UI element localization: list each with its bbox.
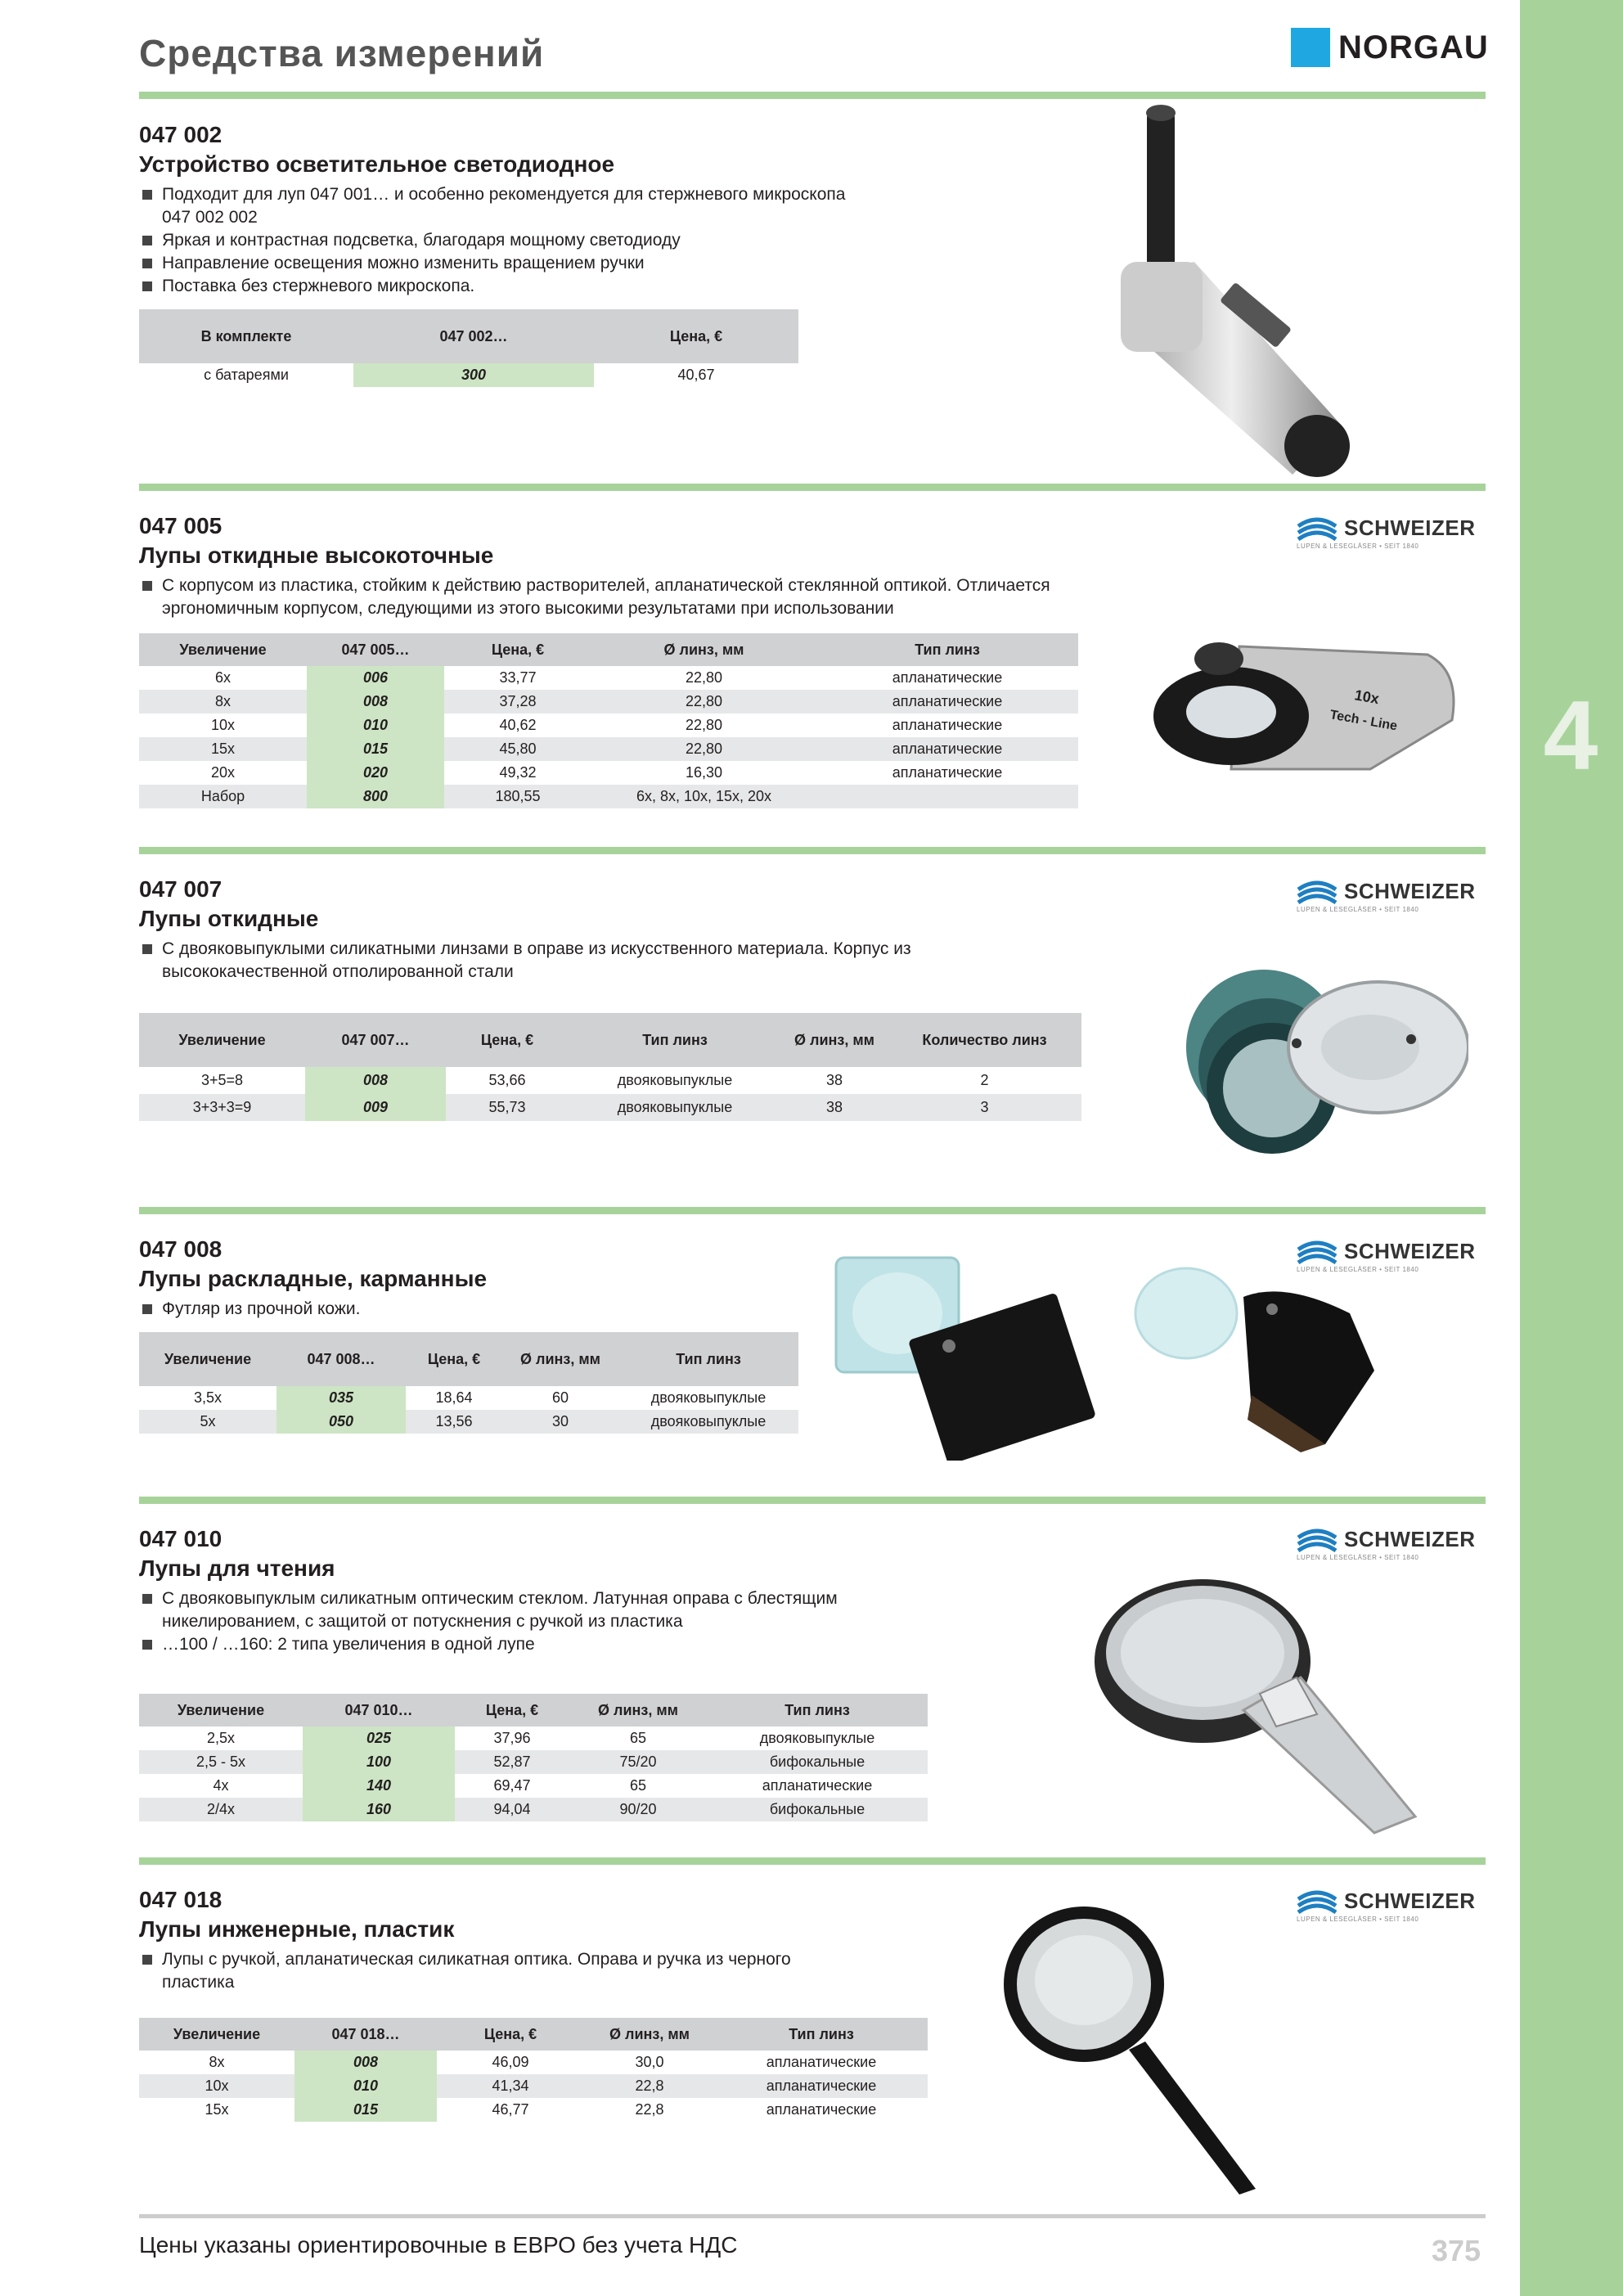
- table-cell: 45,80: [444, 737, 591, 761]
- reading-magnifier-image: [1088, 1571, 1423, 1841]
- article-code-cell: 010: [294, 2074, 437, 2098]
- schweizer-logo: [1297, 515, 1476, 550]
- table-cell: 2: [980, 1072, 989, 1088]
- column-header: Тип линз: [715, 2018, 928, 2051]
- table-cell: 15x: [205, 2101, 229, 2118]
- schweizer-tagline: LUPEN & LESEGLÄSER • SEIT 1840: [1297, 542, 1419, 550]
- column-header: Увеличение: [139, 1013, 305, 1067]
- column-header: Ø линз, мм: [781, 1013, 888, 1067]
- schweizer-wave-icon: [1297, 516, 1338, 541]
- section-rule: [139, 1857, 1486, 1865]
- table-cell: 75/20: [569, 1750, 707, 1774]
- table-cell: апланатические: [766, 2101, 877, 2118]
- table-cell: 69,47: [493, 1777, 531, 1794]
- schweizer-wave-icon: [1297, 1528, 1338, 1552]
- table-row: [139, 1067, 1081, 1094]
- table-cell: 41,34: [437, 2074, 584, 2098]
- tab-gap: [1508, 0, 1520, 2296]
- table-row: [139, 2098, 928, 2122]
- article-code-cell: 160: [303, 1798, 455, 1821]
- footer-rule: [139, 2214, 1486, 2218]
- footer-note: Цены указаны ориентировочные в ЕВРО без учета НДС: [139, 2232, 738, 2258]
- section-code: 047 008: [139, 1236, 223, 1262]
- schweizer-name: SCHWEIZER: [1344, 1889, 1476, 1913]
- section-title: Устройство осветительное светодиодное: [139, 151, 615, 177]
- table-cell: 38: [781, 1094, 888, 1121]
- section-code: 047 010: [139, 1526, 223, 1551]
- table-cell: 3: [888, 1094, 1081, 1121]
- spec-table-047-010: [139, 1694, 928, 1821]
- table-cell: 8x: [139, 690, 307, 714]
- section-title: Лупы раскладные, карманные: [139, 1266, 488, 1291]
- spec-table-047-002: [139, 309, 798, 387]
- section-rule: [139, 1207, 1486, 1214]
- column-header: Тип линз: [816, 633, 1078, 666]
- table-cell: апланатические: [892, 717, 1003, 733]
- table-header: [139, 1332, 798, 1386]
- table-cell: 2,5 - 5x: [139, 1750, 303, 1774]
- section-code: 047 005: [139, 513, 223, 538]
- column-header: 047 008…: [276, 1332, 406, 1386]
- table-row: [139, 2051, 928, 2074]
- table-cell: 3+5=8: [200, 1072, 244, 1088]
- article-code-cell: 015: [294, 2098, 437, 2122]
- article-code-cell: 006: [307, 666, 444, 690]
- column-header: 047 018…: [294, 2018, 437, 2051]
- article-code-cell: 035: [276, 1386, 406, 1410]
- table-cell: двояковыпуклые: [618, 1410, 798, 1434]
- bullet-item: Лупы с ручкой, апланатическая силикатная оптика. Оправа и ручка из черного пластика: [139, 1948, 810, 1994]
- table-row: [139, 666, 1078, 690]
- table-header: [139, 309, 798, 363]
- table-header: [139, 2018, 928, 2051]
- column-header: Цена, €: [446, 1013, 569, 1067]
- column-header: Цена, €: [406, 1332, 502, 1386]
- schweizer-tagline: LUPEN & LESEGLÄSER • SEIT 1840: [1297, 1554, 1419, 1561]
- table-cell: двояковыпуклые: [759, 1730, 875, 1746]
- table-header: [139, 633, 1078, 666]
- spec-table-047-005: [139, 633, 1078, 808]
- schweizer-logo: [1297, 1889, 1476, 1923]
- article-code-cell: 008: [305, 1067, 446, 1094]
- table-row: [139, 761, 1078, 785]
- article-code-cell: 140: [303, 1774, 455, 1798]
- table-cell: Набор: [139, 785, 307, 808]
- section-title: Лупы для чтения: [139, 1555, 335, 1581]
- folding-loupe-image: [1108, 622, 1468, 786]
- column-header: 047 007…: [305, 1013, 446, 1067]
- table-cell: апланатические: [816, 737, 1078, 761]
- table-cell: 3+3+3=9: [139, 1094, 305, 1121]
- table-cell: 90/20: [569, 1798, 707, 1821]
- svg-text:Tech - Line: Tech - Line: [1329, 708, 1399, 734]
- schweizer-logo: [1297, 879, 1476, 913]
- table-cell: 3,5x: [193, 1389, 223, 1406]
- table-cell: 65: [629, 1777, 647, 1794]
- table-row: [139, 714, 1078, 737]
- table-cell: 49,32: [499, 764, 537, 781]
- table-cell: 30: [502, 1410, 618, 1434]
- page-title: Средства измерений: [139, 32, 545, 74]
- norgau-logo-text: NORGAU: [1338, 29, 1489, 65]
- section-047-018: [139, 1886, 875, 1994]
- schweizer-wave-icon: [1297, 880, 1338, 904]
- section-title: Лупы откидные: [139, 906, 319, 931]
- table-cell: 22,80: [591, 737, 816, 761]
- article-code-cell: 008: [294, 2051, 437, 2074]
- table-cell: 180,55: [444, 785, 591, 808]
- column-header: Тип линз: [569, 1013, 781, 1067]
- column-header: В комплекте: [139, 309, 353, 363]
- table-cell: апланатические: [892, 669, 1003, 686]
- column-header: Увеличение: [139, 2018, 294, 2051]
- table-cell: 22,80: [591, 690, 816, 714]
- column-header: 047 010…: [303, 1694, 455, 1727]
- table-cell: 65: [629, 1730, 647, 1746]
- article-code-cell: 010: [307, 714, 444, 737]
- schweizer-wave-icon: [1297, 1889, 1338, 1914]
- section-047-010: [139, 1525, 1203, 1656]
- column-header: Тип линз: [707, 1694, 928, 1727]
- table-row: [139, 690, 1078, 714]
- table-row: [139, 1750, 928, 1774]
- page-number: 375: [1432, 2234, 1481, 2267]
- table-cell: 4x: [213, 1777, 229, 1794]
- table-cell: 10x: [210, 717, 236, 733]
- article-code-cell: 300: [353, 363, 594, 387]
- column-header: Ø линз, мм: [584, 2018, 715, 2051]
- article-code-cell: 800: [307, 785, 444, 808]
- schweizer-tagline: LUPEN & LESEGLÄSER • SEIT 1840: [1297, 906, 1419, 913]
- schweizer-name: SCHWEIZER: [1344, 1239, 1476, 1263]
- spec-table-047-018: [139, 2018, 928, 2122]
- table-cell: 37,28: [444, 690, 591, 714]
- table-cell: 20x: [210, 764, 236, 781]
- section-rule: [139, 1497, 1486, 1504]
- table-cell: 5x: [139, 1410, 276, 1434]
- table-row: [139, 1410, 798, 1434]
- article-code-cell: 025: [303, 1727, 455, 1750]
- section-rule: [139, 484, 1486, 491]
- column-header: Цена, €: [594, 309, 798, 363]
- section-code: 047 002: [139, 122, 223, 147]
- table-cell: 6x, 8x, 10x, 15x, 20x: [591, 785, 816, 808]
- folding-magnifier-set-image: [1166, 925, 1468, 1186]
- table-cell: 53,66: [488, 1072, 526, 1088]
- bullet-item: …100 / …160: 2 типа увеличения в одной лупе: [139, 1633, 924, 1656]
- table-cell: 60: [551, 1389, 569, 1406]
- table-cell: 22,80: [685, 669, 723, 686]
- article-code-cell: 020: [307, 761, 444, 785]
- table-cell: с батареями: [204, 367, 289, 383]
- column-header: Увеличение: [139, 1694, 303, 1727]
- column-header: Цена, €: [455, 1694, 569, 1727]
- section-code: 047 007: [139, 876, 223, 902]
- table-cell: 33,77: [499, 669, 537, 686]
- article-code-cell: 008: [307, 690, 444, 714]
- table-cell: 16,30: [685, 764, 723, 781]
- table-cell: 46,77: [492, 2101, 529, 2118]
- bullet-list: [139, 574, 1072, 620]
- table-cell: 55,73: [446, 1094, 569, 1121]
- table-cell: двояковыпуклые: [569, 1094, 781, 1121]
- table-cell: 52,87: [455, 1750, 569, 1774]
- section-047-002: [139, 121, 875, 298]
- table-cell: 22,80: [685, 717, 723, 733]
- engineer-magnifier-image: [994, 1898, 1272, 2197]
- section-title: Лупы откидные высокоточные: [139, 542, 494, 568]
- norgau-logo: [1291, 28, 1489, 67]
- column-header: Ø линз, мм: [502, 1332, 618, 1386]
- bullet-item: С корпусом из пластика, стойким к действию растворителей, апланатической стеклянной оптикой. Отличается эргономичным корпусом, следующими из этого высокими результатами при использовании: [139, 574, 1072, 620]
- bullet-list: [139, 938, 990, 984]
- table-cell: 30,0: [635, 2054, 664, 2070]
- table-cell: 46,09: [492, 2054, 529, 2070]
- table-header: [139, 1013, 1081, 1067]
- column-header: 047 002…: [353, 309, 594, 363]
- table-cell: апланатические: [766, 2054, 877, 2070]
- table-row: [139, 2074, 928, 2098]
- table-cell: 2,5x: [206, 1730, 236, 1746]
- column-header: Ø линз, мм: [569, 1694, 707, 1727]
- table-cell: 10x: [139, 2074, 294, 2098]
- article-code-cell: 015: [307, 737, 444, 761]
- table-row: [139, 1774, 928, 1798]
- bullet-item: Футляр из прочной кожи.: [139, 1298, 875, 1321]
- table-row: [139, 1798, 928, 1821]
- chapter-number: 4: [1543, 681, 1598, 790]
- table-cell: 18,64: [435, 1389, 473, 1406]
- spec-table-047-007: [139, 1013, 1081, 1121]
- table-row: [139, 363, 798, 387]
- schweizer-name: SCHWEIZER: [1344, 1527, 1476, 1551]
- bullet-item: Подходит для луп 047 001… и особенно рекомендуется для стержневого микроскопа 047 002 002: [139, 183, 875, 229]
- table-cell: 37,96: [493, 1730, 531, 1746]
- schweizer-logo: [1297, 1527, 1476, 1561]
- column-header: Тип линз: [618, 1332, 798, 1386]
- table-cell: 15x: [139, 737, 307, 761]
- column-header: Увеличение: [139, 633, 307, 666]
- column-header: Цена, €: [437, 2018, 584, 2051]
- table-cell: 94,04: [455, 1798, 569, 1821]
- bullet-list: [139, 1948, 810, 1994]
- section-047-008: [139, 1236, 875, 1321]
- article-code-cell: 009: [305, 1094, 446, 1121]
- bullet-item: Яркая и контрастная подсветка, благодаря мощному светодиоду: [139, 229, 875, 252]
- table-cell: апланатические: [762, 1777, 873, 1794]
- table-header: [139, 1694, 928, 1727]
- table-row: [139, 1386, 798, 1410]
- column-header: Ø линз, мм: [591, 633, 816, 666]
- schweizer-name: SCHWEIZER: [1344, 515, 1476, 540]
- column-header: Цена, €: [444, 633, 591, 666]
- norgau-logo-square: [1291, 28, 1330, 67]
- table-cell: бифокальные: [707, 1798, 928, 1821]
- table-cell: двояковыпуклые: [650, 1389, 767, 1406]
- table-row: [139, 785, 1078, 808]
- article-code-cell: 050: [276, 1410, 406, 1434]
- column-header: 047 005…: [307, 633, 444, 666]
- bullet-item: Поставка без стержневого микроскопа.: [139, 275, 875, 298]
- pocket-loupes-image: [826, 1248, 1399, 1461]
- section-code: 047 018: [139, 1887, 223, 1912]
- column-header: Количество линз: [888, 1013, 1081, 1067]
- table-cell: 22,8: [584, 2074, 715, 2098]
- table-cell: [816, 785, 1078, 808]
- table-cell: 13,56: [406, 1410, 502, 1434]
- bullet-list: [139, 183, 875, 298]
- spec-table-047-008: [139, 1332, 798, 1434]
- table-cell: 38: [825, 1072, 843, 1088]
- section-047-005: [139, 512, 1203, 620]
- bullet-item: Направление освещения можно изменить вращением ручки: [139, 252, 875, 275]
- section-rule: [139, 847, 1486, 854]
- table-cell: двояковыпуклые: [617, 1072, 733, 1088]
- table-row: [139, 737, 1078, 761]
- section-047-007: [139, 876, 1121, 984]
- article-code-cell: 100: [303, 1750, 455, 1774]
- bullet-item: С двояковыпуклыми силикатными линзами в оправе из искусственного материала. Корпус из высококачественной отполированной стали: [139, 938, 990, 984]
- table-cell: апланатические: [816, 690, 1078, 714]
- bullet-list: [139, 1587, 924, 1656]
- schweizer-tagline: LUPEN & LESEGLÄSER • SEIT 1840: [1297, 1266, 1419, 1273]
- table-cell: 40,67: [677, 367, 715, 383]
- svg-text:10x: 10x: [1353, 687, 1381, 708]
- table-row: [139, 1094, 1081, 1121]
- chapter-tab: [1520, 0, 1623, 2296]
- schweizer-name: SCHWEIZER: [1344, 879, 1476, 903]
- table-cell: 2/4x: [139, 1798, 303, 1821]
- bullet-item: С двояковыпуклым силикатным оптическим стеклом. Латунная оправа с блестящим никелированием, с защитой от потускнения с ручкой из пластика: [139, 1587, 924, 1633]
- table-cell: апланатические: [715, 2074, 928, 2098]
- section-title: Лупы инженерные, пластик: [139, 1916, 455, 1942]
- schweizer-tagline: LUPEN & LESEGLÄSER • SEIT 1840: [1297, 1916, 1419, 1923]
- column-header: Увеличение: [139, 1332, 276, 1386]
- table-row: [139, 1727, 928, 1750]
- table-cell: апланатические: [892, 764, 1003, 781]
- table-cell: бифокальные: [707, 1750, 928, 1774]
- table-cell: 22,8: [635, 2101, 664, 2118]
- table-cell: 8x: [209, 2054, 225, 2070]
- table-cell: 6x: [214, 669, 231, 686]
- table-cell: 40,62: [499, 717, 537, 733]
- led-illuminator-image: [1096, 98, 1374, 483]
- bullet-list: [139, 1298, 875, 1321]
